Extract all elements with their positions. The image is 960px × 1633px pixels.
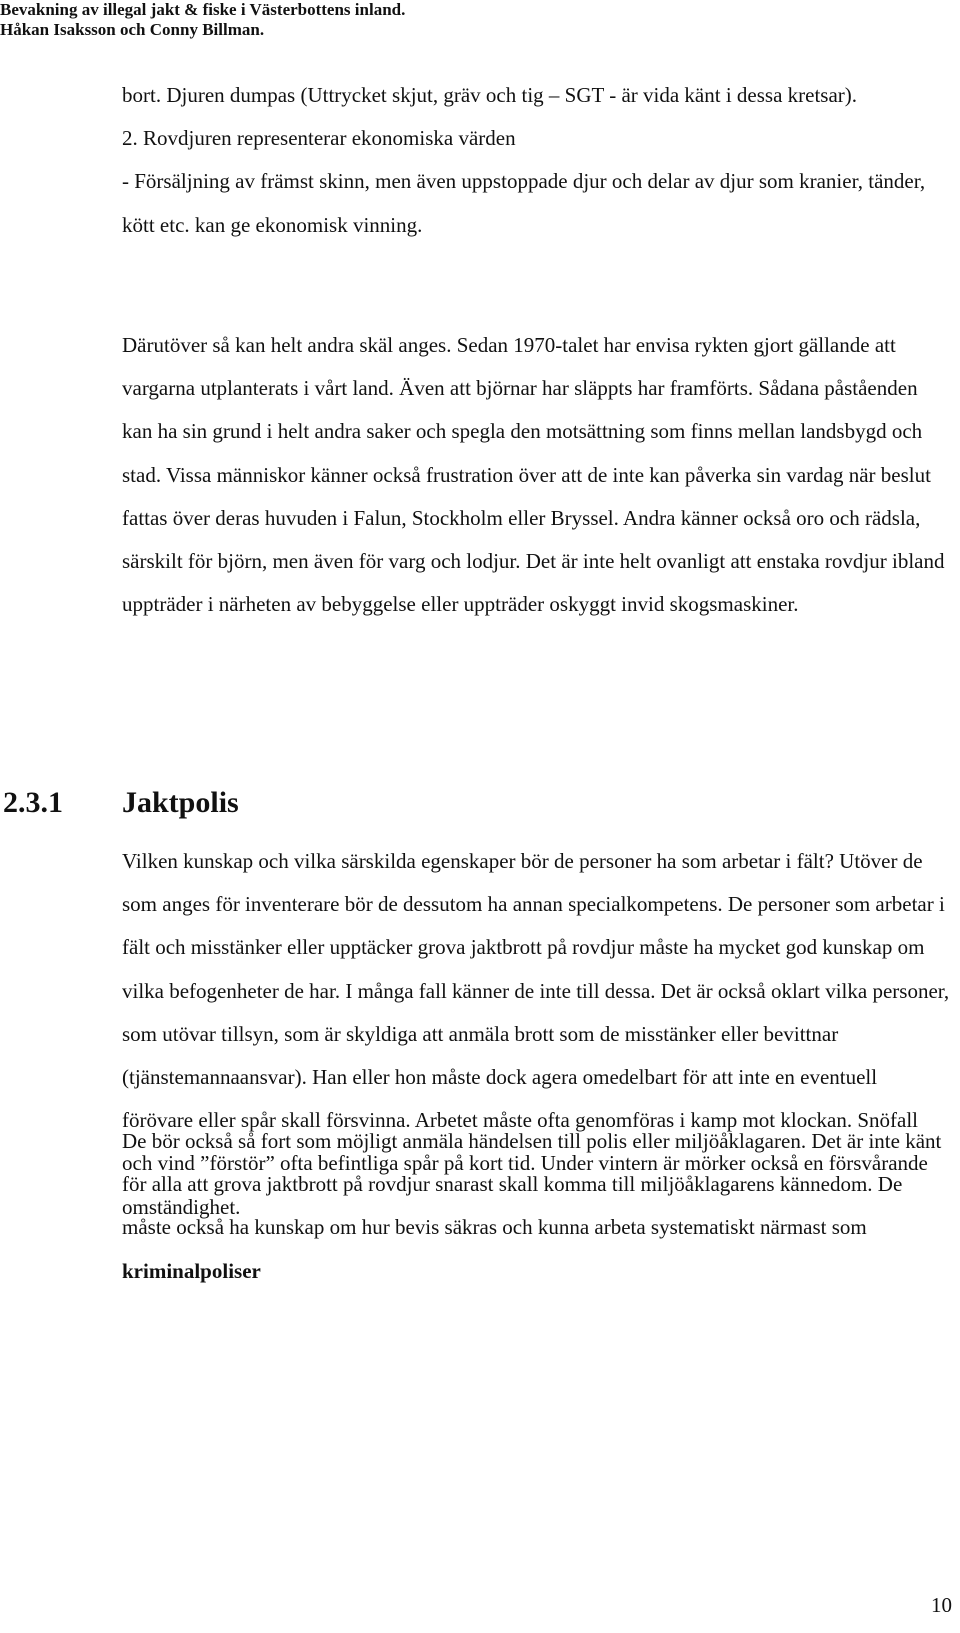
page-number: 10 <box>931 1593 952 1617</box>
paragraph-text-4-main: De bör också så fort som möjligt anmäla händelsen till polis eller miljöåklagaren. Det är inte känt för alla att grova jaktbrott på rovdjur snarast skall komma till miljöåklagarens kännedom. De måste också ha kunskap om hur bevis säkras och kunna arbeta systematiskt närmast som <box>122 1129 942 1240</box>
paragraph-continuation <box>122 74 952 247</box>
paragraph-text-3: Vilken kunskap och vilka särskilda egenskaper bör de personer ha som arbetar i fält? Utöver de som anges för inventerare bör de dessutom ha annan specialkompetens. De personer som arbetar i fält och misstänker eller upptäcker grova jaktbrott på rovdjur måste ha mycket god kunskap om vilka befogenheter de har. I många fall känner de inte till dessa. Det är också oklart vilka personer, som utövar tillsyn, som är skyldiga att anmäla brott som de misstänker eller bevittnar (tjänstemannaansvar). Han eller hon måste dock agera omedelbart för att inte en eventuell förövare eller spår skall försvinna. Arbetet måste ofta genomföras i kamp mot klockan. Snöfall och vind ”förstör” ofta befintliga spår på kort tid. Under vintern är mörker också en försvårande omständighet. <box>122 849 950 1219</box>
paragraph-text-4 <box>122 1120 952 1293</box>
header-title: Bevakning av illegal jakt & fiske i Västerbottens inland. <box>0 0 406 19</box>
section-number: 2.3.1 <box>3 786 63 819</box>
header-authors: Håkan Isaksson och Conny Billman. <box>0 20 265 39</box>
section-title: Jaktpolis <box>122 786 239 819</box>
paragraph <box>122 324 952 626</box>
running-header <box>0 0 405 40</box>
bold-term: kriminalpoliser <box>122 1258 261 1283</box>
list-item-2: 2. Rovdjuren representerar ekonomiska värden <box>122 126 516 151</box>
paragraph-text-1: bort. Djuren dumpas (Uttrycket skjut, gräv och tig – SGT - är vida känt i dessa kretsar). <box>122 83 858 107</box>
list-item-2-detail: - Försäljning av främst skinn, men även uppstoppade djur och delar av djur som kranier, tänder, kött etc. kan ge ekonomisk vinning. <box>122 169 926 237</box>
paragraph <box>122 1120 952 1293</box>
section-heading <box>3 786 239 820</box>
paragraph-text-2: Därutöver så kan helt andra skäl anges. Sedan 1970-talet har envisa rykten gjort gällande att vargarna utplanterats i vårt land. Även att björnar har släppts har framförts. Sådana påståenden kan ha sin grund i helt andra saker och spegla den motsättning som finns mellan landsbygd och stad. Vissa människor känner också frustration över att de inte kan påverka sin vardag när beslut fattas över deras huvuden i Falun, Stockholm eller Bryssel. Andra känner också oro och rädsla, särskilt för björn, men även för varg och lodjur. Det är inte helt ovanligt att enstaka rovdjur ibland uppträder i närheten av bebyggelse eller uppträder oskyggt invid skogsmaskiner. <box>122 333 945 617</box>
